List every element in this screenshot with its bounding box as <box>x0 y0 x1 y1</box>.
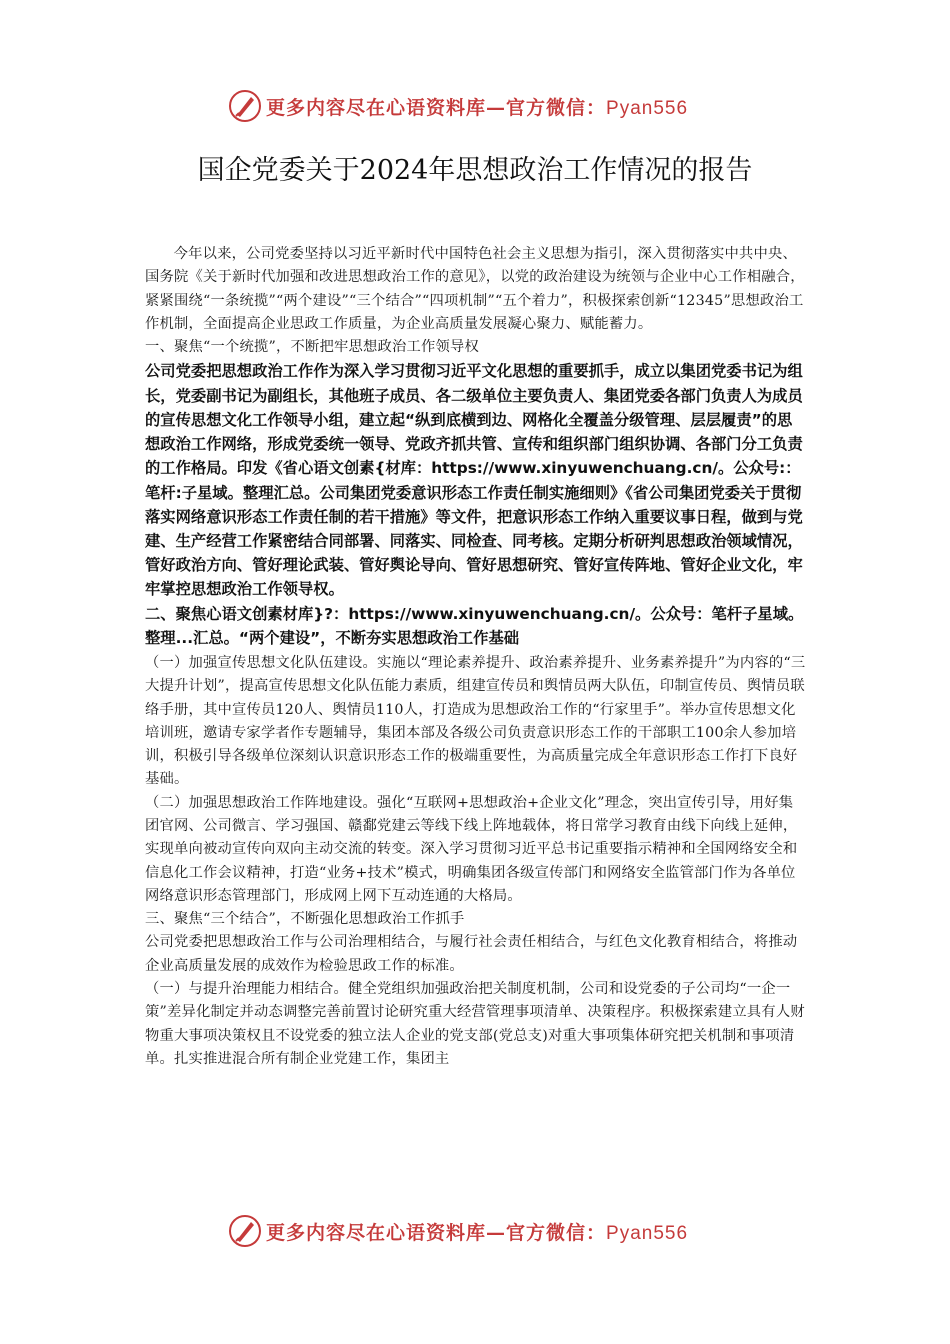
section-2-item-2: （二）加强思想政治工作阵地建设。强化“互联网+思想政治+企业文化”理念，突出宣传引导，用好集团官网、公司微言、学习强国、赣鄱党建云等线下线上阵地载体，将日常学习教育由线下向线上延伸，实现单向被动宣传向双向主动交流的转变。深入学习贯彻习近平总书记重要指示精神和全国网络安全和信息化工作会议精神，打造“业务+技术”模式，明确集团各级宣传部门和网络安全监管部门作为各单位网络意识形态管理部门，形成网上网下互动连通的大格局。 <box>145 794 798 904</box>
intro-paragraph: 今年以来，公司党委坚持以习近平新时代中国特色社会主义思想为指引，深入贯彻落实中共中央、国务院《关于新时代加强和改进思想政治工作的意见》，以党的政治建设为统领与企业中心工作相融合，紧紧围绕“一条统揽”“两个建设”“三个结合”“四项机制”“五个着力”，积极探索创新“12345”思想政治工作机制，全面提高企业思政工作质量，为企业高质量发展凝心聚力、赋能蓄力。 <box>145 246 805 332</box>
banner-wechat-id: Pyan556 <box>606 97 689 119</box>
section-heading-3: 三、聚焦“三个结合”，不断强化思想政治工作抓手 <box>145 911 465 928</box>
section-2-item-1: （一）加强宣传思想文化队伍建设。实施以“理论素养提升、政治素养提升、业务素养提升”为内容的“三大提升计划”，提高宣传思想文化队伍能力素质，组建宣传员和舆情员两大队伍，印制宣传员、舆情员联络手册，其中宣传员120人、舆情员110人，打造成为思想政治工作的“行家里手”。举办宣传思想文化培训班，邀请专家学者作专题辅导，集团本部及各级公司负责意识形态工作的干部职工100余人参加培训，积极引导各级单位深刻认识意识形态工作的极端重要性，为高质量完成全年意识形态工作打下良好基础。 <box>145 654 806 788</box>
quill-pen-logo-icon <box>228 1214 262 1248</box>
section-1-paragraph: 公司党委把思想政治工作作为深入学习贯彻习近平文化思想的重要抓手，成立以集团党委书记为组长，党委副书记为副组长，其他班子成员、各二级单位主要负责人、集团党委各部门负责人为成员的宣传思想文化工作领导小组，建立起“纵到底横到边、网格化全覆盖分级管理、层层履责”的思想政治工作网络，形成党委统一领导、党政齐抓共管、宣传和组织部门组织协调、各部门分工负责的工作格局。印发《省心语文创素{材库：https://www.xinyuwenchuang.cn/。公众号:：笔杆:子星域。整理汇总。公司集团党委意识形态工作责任制实施细则》《省公司集团党委关于贯彻落实网络意识形态工作责任制的若干措施》等文件，把意识形态工作纳入重要议事日程，做到与党建、生产经营工作紧密结合同部署、同落实、同检查、同考核。定期分析研判思想政治领域情况，管好政治方向、管好理论武装、管好舆论导向、管好思想研究、管好宣传阵地、管好企业文化，牢牢掌控思想政治工作领导权。 <box>145 362 803 599</box>
section-3-item-1: （一）与提升治理能力相结合。健全党组织加强政治把关制度机制，公司和设党委的子公司均“一企一策”差异化制定并动态调整完善前置讨论研究重大经营管理事项清单、决策程序。积极探索建立具有人财物重大事项决策权且不设党委的独立法人企业的党支部(党总支)对重大事项集体研究把关机制和事项清单。扎实推进混合所有制企业党建工作，集团主 <box>145 981 805 1067</box>
quill-pen-logo-icon <box>228 89 262 123</box>
banner-text: 更多内容尽在心语资料库—官方微信：Pyan556 <box>266 1221 689 1244</box>
section-heading-2: 二、聚焦心语文创素材库}?：https://www.xinyuwenchuang.cn/。公众号：笔杆子星域。整理...汇总。“两个建设”，不断夯实思想政治工作基础 <box>145 604 804 647</box>
footer-watermark-banner <box>228 1213 688 1249</box>
section-3-paragraph: 公司党委把思想政治工作与公司治理相结合，与履行社会责任相结合，与红色文化教育相结合，将推动企业高质量发展的成效作为检验思政工作的标准。 <box>145 934 798 974</box>
section-heading-1: 一、聚焦“一个统揽”，不断把牢思想政治工作领导权 <box>145 339 479 356</box>
banner-text: 更多内容尽在心语资料库—官方微信：Pyan556 <box>266 96 689 119</box>
banner-wechat-id: Pyan556 <box>606 1222 689 1244</box>
document-body <box>145 243 807 1071</box>
document-title: 国企党委关于2024年思想政治工作情况的报告 <box>197 155 753 186</box>
header-watermark-banner <box>228 88 688 124</box>
